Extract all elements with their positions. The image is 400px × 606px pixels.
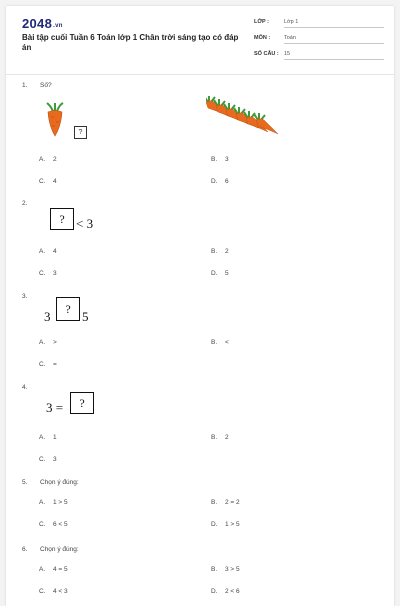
meta-label: LỚP : — [254, 19, 269, 25]
option-a[interactable]: A. 4 = 5 — [39, 566, 68, 573]
math-expression: < 3 — [76, 216, 94, 231]
answer-box: ? — [74, 126, 87, 139]
meta-value: 15 — [284, 51, 384, 60]
worksheet — [6, 6, 394, 606]
meta-label: SỐ CÂU : — [254, 51, 279, 57]
option-b[interactable]: B. 3 > 5 — [211, 566, 240, 573]
question-number: 3. — [22, 293, 28, 300]
option-d[interactable]: D. 6 — [211, 178, 229, 185]
carrot-bunch-icon — [206, 96, 284, 136]
answer-box: ? — [70, 392, 94, 414]
meta-subject — [254, 32, 386, 44]
worksheet-header — [6, 6, 394, 74]
question-number: 2. — [22, 200, 28, 207]
option-b[interactable]: B. 2 — [211, 248, 229, 255]
option-a[interactable]: A. 1 — [39, 434, 57, 441]
answer-box: ? — [56, 297, 80, 321]
meta-value: Toán — [284, 35, 384, 44]
option-b[interactable]: B. < — [211, 339, 229, 346]
meta-label: MÔN : — [254, 35, 271, 41]
question-text: 5. Chọn ý đúng: — [22, 479, 79, 486]
meta-grade — [254, 16, 386, 28]
option-a[interactable]: A. 2 — [39, 156, 57, 163]
question-text: 1. Số? — [22, 82, 52, 89]
option-d[interactable]: D. 2 < 6 — [211, 588, 240, 595]
header-divider — [6, 74, 394, 75]
option-b[interactable]: B. 2 = 2 — [211, 499, 240, 506]
option-c[interactable]: C. 6 < 5 — [39, 521, 68, 528]
logo-text: 2048 — [22, 16, 53, 31]
option-b[interactable]: B. 2 — [211, 434, 229, 441]
option-d[interactable]: D. 1 > 5 — [211, 521, 240, 528]
option-c[interactable]: C. 3 — [39, 456, 57, 463]
question-text: 6. Chọn ý đúng: — [22, 546, 79, 553]
math-left: 3 = — [46, 400, 64, 415]
option-c[interactable]: C. 4 — [39, 178, 57, 185]
site-logo[interactable] — [22, 16, 63, 31]
answer-box: ? — [50, 208, 74, 230]
meta-value: Lớp 1 — [284, 19, 384, 28]
option-a[interactable]: A. 4 — [39, 248, 57, 255]
question-number: 4. — [22, 384, 28, 391]
meta-count — [254, 48, 386, 60]
option-c[interactable]: C. 3 — [39, 270, 57, 277]
option-c[interactable]: C. 4 < 3 — [39, 588, 68, 595]
option-a[interactable]: A. > — [39, 339, 57, 346]
page-title: Bài tập cuối Tuần 6 Toán lớp 1 Chân trời sáng tạo có đáp án — [22, 33, 239, 52]
option-c[interactable]: C. = — [39, 361, 57, 368]
math-right: 5 — [82, 309, 89, 324]
math-left: 3 — [44, 309, 51, 324]
option-d[interactable]: D. 5 — [211, 270, 229, 277]
carrot-icon — [44, 102, 66, 138]
logo-tld: .vn — [53, 23, 63, 29]
option-b[interactable]: B. 3 — [211, 156, 229, 163]
option-a[interactable]: A. 1 > 5 — [39, 499, 68, 506]
